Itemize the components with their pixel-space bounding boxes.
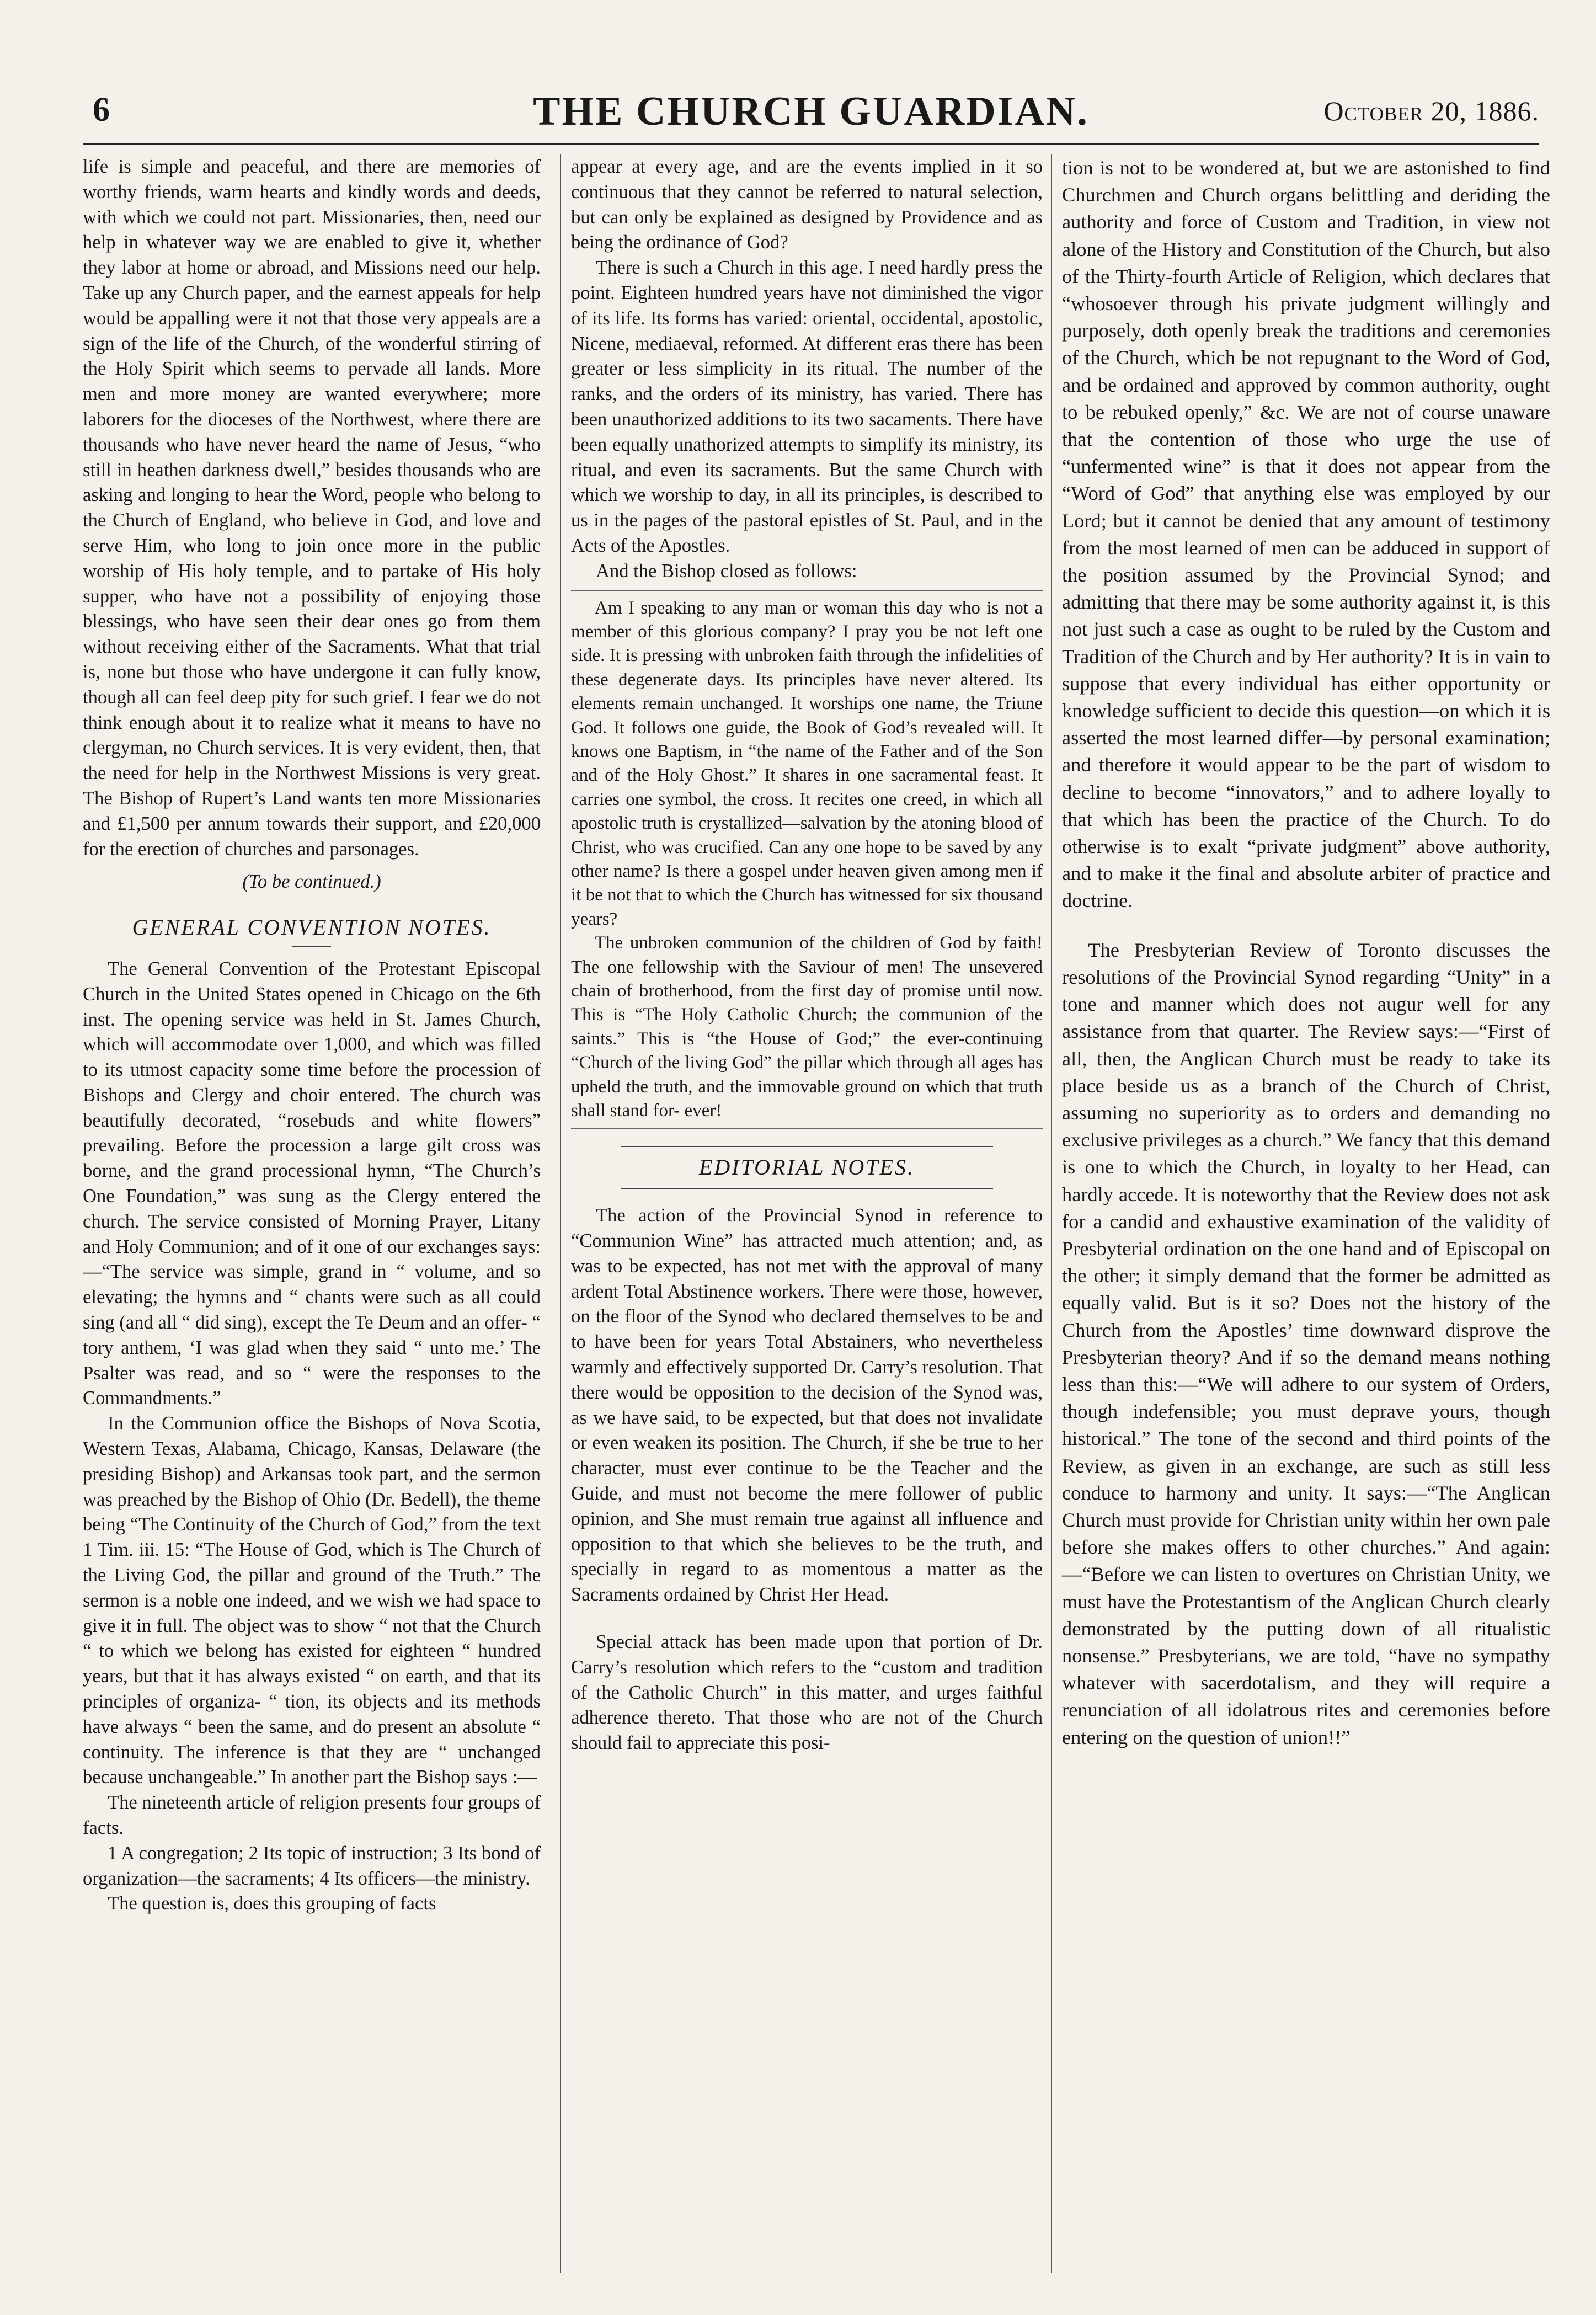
sermon-quote xyxy=(571,590,1043,1130)
convention-paragraph-2: In the Communion office the Bishops of Nova Scotia, Western Texas, Alabama, Chicago, Kansas, Delaware (the presiding Bishop) and Arkansas took part, and the sermon was preached by the Bishop of Ohio (Dr. Bedell), the theme being “The Continuity of the Church of God,” from the text 1 Tim. iii. 15: “The House of God, which is The Church of the Living God, the pillar and ground of the Truth.” The sermon is a noble one indeed, and we wish we had space to give it in full. The object was to show “ not that the Church “ to which we belong has existed for eighteen “ hundred years, but that it has always existed “ on earth, and that its principles of organiza- “ tion, its objects and its methods have always “ been the same, and do present an absolute “ continuity. The inference is that they are “ unchanged because unchangeable.” In another part the Bishop says :— xyxy=(83,1413,541,1788)
issue-date: October 20, 1886. xyxy=(1323,95,1539,126)
section-heading-general-convention: GENERAL CONVENTION NOTES. xyxy=(132,915,492,940)
to-be-continued: (To be continued.) xyxy=(242,871,381,893)
convention-paragraph-4: 1 A congregation; 2 Its topic of instruction; 3 Its bond of organization—the sacraments; 4 Its officers—the ministry. xyxy=(83,1842,541,1889)
editorial-paragraph-2: Special attack has been made upon that portion of Dr. Carry’s resolution which refers to the “custom and tradition of the Catholic Church” in this matter, and urges faithful adherence thereto. That those who are not of the Church should fail to appreciate this posi- xyxy=(571,1631,1043,1754)
masthead xyxy=(83,83,1539,145)
column-2 xyxy=(560,154,1043,2273)
editorial-paragraph-1: The action of the Provincial Synod in reference to “Communion Wine” has attracted much attention; and, as was to be expected, has not met with the approval of many ardent Total Abstinence workers. There were those, however, on the floor of the Synod who declared themselves to be and to have been for years Total Abstainers, who nevertheless warmly and effectively supported Dr. Carry’s resolution. That there would be opposition to the decision of the Synod was, as we have said, to be expected, but that does not invalidate or even weaken its position. The Church, if she be true to her character, must ever continue to be the Teacher and the Guide, and must not become the mere follower of public opinion, and She must remain true against all influence and opposition to that which she believes to be the truth, and specially in regard to as momentous a matter as the Sacraments ordained by Christ Her Head. xyxy=(571,1205,1043,1605)
newspaper-title: THE CHURCH GUARDIAN. xyxy=(533,89,1089,134)
column-1 xyxy=(83,154,541,2273)
editorial-paragraph-4: The Presbyterian Review of Toronto discusses the resolutions of the Provincial Synod regarding “Unity” in a tone and manner which does not augur well for any assistance from that quarter. The Review says:—“First of all, then, the Anglican Church must be ready to take its place beside us as a branch of the Church of Christ, assuming no superiority as to orders and demanding no exclusive privileges as a church.” We fancy that this demand is one to which the Church, in loyalty to her Head, can hardly accede. It is noteworthy that the Review does not ask for a candid and exhaustive examination of the validity of Presbyterial ordination on the one hand and of Episcopal on the other; it simply demand that the former be admitted as equally valid. But is it so? Does not the history of the Church from the Apostles’ time downward disprove the Presbyterian theory? And if so the demand means nothing less than this:—“We will adhere to our system of Orders, though indefensible; you must deprave yours, though historical.” The tone of the second and third points of the Review, as given in an exchange, are such as still less conduce to harmony and unity. It says:—“The Anglican Church must provide for Christian unity within her own pale before she makes offers to other churches.” And again:—“Before we can listen to overtures on Christian Unity, we must have the Protestantism of the Anglican Church clearly demonstrated by the putting down of all ritualistic nonsense.” Presbyterians, we are told, “have no sympathy whatever with sacerdotalism, and they will require a renunciation of all idolatrous rites and ceremonies before entering on the question of union!!” xyxy=(1062,938,1550,1748)
page-number: 6 xyxy=(93,91,110,129)
convention-paragraph-1: The General Convention of the Protestant Episcopal Church in the United States opened in Chicago on the 6th inst. The opening service was held in St. James Church, which will accommodate over 1,000, and which was filled to its utmost capacity some time before the procession of Bishops and Clergy and choir entered. The church was beautifully decorated, “rosebuds and white flowers” prevailing. Before the procession a large gilt cross was borne, and the grand processional hymn, “The Church’s One Foundation,” was sung as the Clergy entered the church. The service consisted of Morning Prayer, Litany and Holy Communion; and of it one of our exchanges says:—“The service was simple, grand in “ volume, and so elevating; the hymns and “ chants were such as all could sing (and all “ did sing), except the Te Deum and an offer- “ tory anthem, ‘I was glad when they said “ unto me.’ The Psalter was read, and so “ were the responses to the Commandments.” xyxy=(83,958,541,1409)
editorial-paragraph-3: tion is not to be wondered at, but we are astonished to find Churchmen and Church organs belittling and deriding the authority and force of Custom and Tradition, in view not alone of the History and Constitution of the Church, but also of the Thirty-fourth Article of Religion, which declares that “whosoever through his private judgment willingly and purposely, doth openly break the traditions and ceremonies of the Church, which be not repugnant to the Word of God, and be ordained and approved by common authority, ought to be rebuked openly,” &c. We are not of course unaware that the contention of those who urge the use of “unfermented wine” is that it does not appear from the “Word of God” that anything else was employed by our Lord; but it cannot be denied that any amount of testimony from the most learned of men can be adduced in support of the position assumed by the Provincial Synod; and admitting that there may be some authority against it, is this not just such a case as ought to be ruled by the Custom and Tradition of the Church and by Her authority? It is in vain to suppose that every individual has either opportunity or knowledge sufficient to decide this question—on which it is asserted the most learned differ—by personal examination; and therefore it would appear to be the part of wisdom to decline to become “innovators,” and to adhere loyally to that which has been the practice of the Church. To do otherwise is to exalt “private judgment” above authority, and to make it the final and absolute arbiter of practice and doctrine. xyxy=(1062,157,1550,912)
sermon-paragraph-2: There is such a Church in this age. I need hardly press the point. Eighteen hundred years have not diminished the vigor of its life. Its forms has varied: oriental, occidental, apostolic, Nicene, mediaeval, reformed. At different eras there has been greater or less simplicity in its ritual. The number of the ranks, and the orders of its ministry, has varied. There has been unauthorized additions to its two sacaments. There have been equally unathorized attempts to simplify its ministry, its ritual, and even its sacraments. But the same Church with which we worship to day, in all its principles, is described to us in the pages of the pastoral epistles of St. Paul, and in the Acts of the Apostles. xyxy=(571,257,1043,556)
convention-paragraph-5: The question is, does this grouping of facts xyxy=(107,1893,436,1914)
section-heading-editorial-notes: EDITORIAL NOTES. xyxy=(621,1146,993,1189)
sermon-paragraph-3: And the Bishop closed as follows: xyxy=(595,560,857,582)
sermon-quote-1: Am I speaking to any man or woman this day who is not a member of this glorious company? I pray you be not left one side. It is pressing with unbroken faith through the infidelities of these degenerate days. Its principles have never altered. Its elements remain unchanged. It worships one name, the Triune God. It follows one guide, the Book of God’s revealed will. It knows one Baptism, in “the name of the Father and of the Son and of the Holy Ghost.” It shares in one sacramental feast. It carries one symbol, the cross. It recites one creed, in which all apostolic truth is crystallized—salvation by the atoning blood of Christ, who was crucified. Can any one hope to be saved by any other name? Is there a gospel under heaven given among men if it be not that to which the Church has witnessed for six thousand years? xyxy=(571,598,1043,929)
heading-rule xyxy=(292,946,331,947)
convention-paragraph-3: The nineteenth article of religion presents four groups of facts. xyxy=(83,1792,541,1838)
column-3 xyxy=(1051,154,1550,2273)
missions-paragraph: life is simple and peaceful, and there are memories of worthy friends, warm hearts and kindly words and deeds, with which we could not part. Missionaries, then, need our help in whatever way we are enabled to give it, whether they labor at home or abroad, and Missions need our help. Take up any Church paper, and the earnest appeals for help would be appalling were it not that those very appeals are a sign of the life of the Church, of the wonderful stirring of the Holy Spirit which seems to pervade all lands. More men and more money are wanted everywhere; more laborers for the dioceses of the Northwest, where there are thousands who have never heard the name of Jesus, “who still in heathen darkness dwell,” besides thousands who are asking and longing to hear the Word, people who belong to the Church of England, who believe in God, and love and serve Him, who long to join once more in the public worship of His holy temple, and to partake of His holy supper, who have not a possibility of enjoying those blessings, who have seen their dear ones go from them without receiving either of the Sacraments. What that trial is, none but those who have undergone it can fully know, though all can feel deep pity for such grief. I fear we do not think enough about it to realize what it means to have no clergyman, no Church services. It is very evident, then, that the need for help in the Northwest Missions is very great. The Bishop of Rupert’s Land wants ten more Missionaries and £1,500 per annum towards their support, and £20,000 for the erection of churches and parsonages. xyxy=(83,156,541,860)
sermon-quote-2: The unbroken communion of the children of God by faith! The one fellowship with the Saviour of men! The unsevered chain of brotherhood, from the first day of promise until now. This is “The Holy Catholic Church; the communion of the saints.” This is “the House of God;” the ever-continuing “Church of the living God” the pillar which through all ages has upheld the truth, and the immovable ground on which that truth shall stand for- ever! xyxy=(571,933,1043,1121)
sermon-paragraph-1: appear at every age, and are the events implied in it so continuous that they cannot be referred to natural selection, but can only be explained as designed by Providence and as being the ordinance of God? xyxy=(571,156,1043,253)
